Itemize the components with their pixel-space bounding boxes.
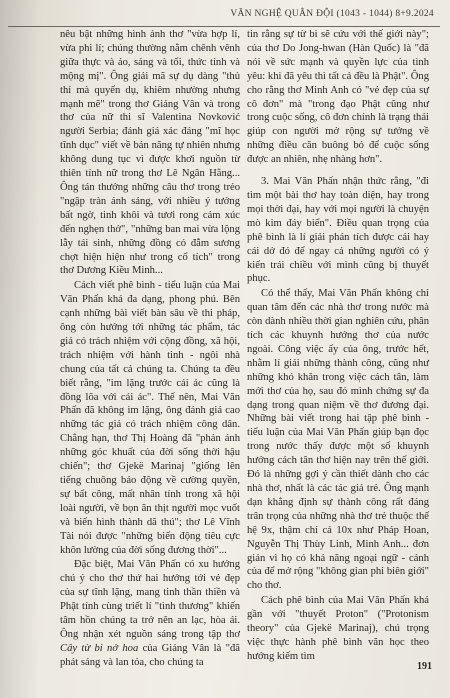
- paragraph-text: của Giáng Vân là "đã phát sáng và lan tỏa, cho chúng ta: [60, 642, 240, 668]
- paragraph: [60, 558, 240, 669]
- running-header: [8, 6, 440, 27]
- right-column: [247, 28, 429, 664]
- page-number: 191: [417, 661, 432, 672]
- paragraph: Có thể thấy, Mai Văn Phấn không chỉ quan tâm đến các nhà thơ trong nước mà còn dành nhiều thời gian nghiên cứu, phân tích các khuynh hướng thơ của nước ngoài. Công việc ấy của ông, trước hết, nhằm lí giải những thành công, cũng như những khó khăn trong việc cách tân, làm mới thơ của họ, sau đó mình chứng sự đa dạng trong quan niệm về thơ đương đại. Những bài viết trong hai tập phê bình - tiểu luận của Mai Văn Phấn giúp bạn đọc trong nước thấy được một số khuynh hướng cách tân thơ hiện nay trên thế giới. Đó là những gợi ý cần thiết dành cho các nhà thơ, nhất là các tác giả trẻ. Ông mạnh dạn khẳng định sự thành công rất đáng trân trọng của những nhà thơ trẻ thuộc thế hệ 9x, thậm chí cả 10x như Pháp Hoan, Nguyễn Thị Thùy Linh, Minh Anh... đơn giản vì họ có khả năng ngoại ngữ - cảnh của để mở rộng "không gian phi biên giới" cho thơ.: [247, 288, 429, 592]
- paragraph: Cách viết phê bình - tiểu luận của Mai Văn Phấn khá đa dạng, phong phú. Bên cạnh những bài viết bàn sâu về thi pháp, ông còn hướng tới những tác phẩm, tác giả có trách nhiệm với cộng đồng, xã hội, trách nhiệm với hành tinh - ngôi nhà chung của tất cả chúng ta. Chúng ta đều biết rằng, "im lặng trước cái ác cũng là đồng lõa với cái ác". Thế nên, Mai Văn Phấn đã không im lặng, ông đánh giá cao những tác giả có trách nhiệm công dân. Chẳng hạn, thơ Thị Hoàng đã "phản ánh những góc khuất của đời sống thời hậu chiến"; thơ Gjekë Marinaj "giống lên tiếng chuông báo động về cường quyền, sự bất công, mất nhân tính trong xã hội loài người, về bọn ăn thịt người mọc vuốt và biến hình thành dã thú"; thơ Lê Vĩnh Tài nói được "những biến động tiêu cực khôn lường của đời sống đương thời"...: [60, 280, 240, 556]
- left-column: [60, 28, 240, 670]
- paragraph-continuation: tin rằng sự từ bi sẽ cứu với thế giới này"; của thơ Do Jong-hwan (Hàn Quốc) là "đã nói về sức mạnh và quyền lực của tình yêu: khi đã yêu thì tất cả đều là Phật". Ông cho rằng thơ Minh Anh có "vẻ đẹp của sự cô đơn" mà "trong đạo Phật cũng như trong cuộc sống, cô đơn chính là trạng thái giúp con người mở rộng sự tưởng về những điều căn buông bỏ để cuộc sống được an nhiên, nhẹ nhàng hơn".: [247, 29, 429, 166]
- binding-shadow: [0, 0, 40, 698]
- paragraph: Cách phê bình của Mai Văn Phấn khá gần với "thuyết Proton" ("Protonism theory" của Gjekë Marinaj), chú trọng việc thực hành phê bình văn học theo hướng kiếm tìm: [247, 595, 429, 662]
- running-title: VĂN NGHỆ QUÂN ĐỘI (1043 - 1044) 8+9.2024: [230, 9, 434, 19]
- book-title: Cây từ bi nở hoa: [60, 642, 139, 654]
- paragraph: 3. Mai Văn Phấn nhận thức rằng, "đi tìm một bài thơ hay toàn diện, hay trong mọi thời đại, hay với mọi người là chuyện mò kim đáy biển". Điều quan trọng của phê bình là lí giải phán tích được cái hay cái dở đó để ngay cả những người có ý kiến trái chiều với mình cũng bị thuyết phục.: [247, 176, 429, 285]
- paragraph-continuation: nêu bật những hình ảnh thơ "vừa hợp lí, vừa phi lí; chúng thường nằm chênh vênh giữa thực và ảo, sáng và tối, thức tỉnh và mộng mị". Ông giải mã sự dụ dàng "thủ thỉ mà quyến dụ, khiêm nhường nhưng mạnh mẽ" trong thơ Giáng Vân và trong thơ của nữ thi sĩ Valentina Novković người Serbia; đánh giá xác đáng "mĩ học tĩnh dục" viết về bản năng tự nhiên nhưng không dung tục vì được khơi nguồn từ thiên tính nữ trong thơ Lê Ngân Hằng... Ông tán thưởng những câu thơ trong trẻo "ngập tràn ánh sáng, với nhiều ý tưởng bất ngờ, tinh khôi và tươi rong cảm xúc đến nghẹn thở", "những ban mai vừa lộng lẫy tái sinh, những đồng cỏ đẫm sương chợt hiện hiện như trong cổ tích" trong thơ Dương Kiều Minh...: [60, 29, 240, 277]
- paragraph-text: Đặc biệt, Mai Văn Phấn có xu hướng chú ý cho thơ thứ hai hướng tới vẻ đẹp của sự tĩnh lặng, mang tinh thần thiền và Phật tính cùng triết lí "tình thương" khiến tâm hồn chúng ta trở nên an lạc, hòa ái. Ông nhận xét nguồn sáng trong tập thơ: [60, 559, 240, 640]
